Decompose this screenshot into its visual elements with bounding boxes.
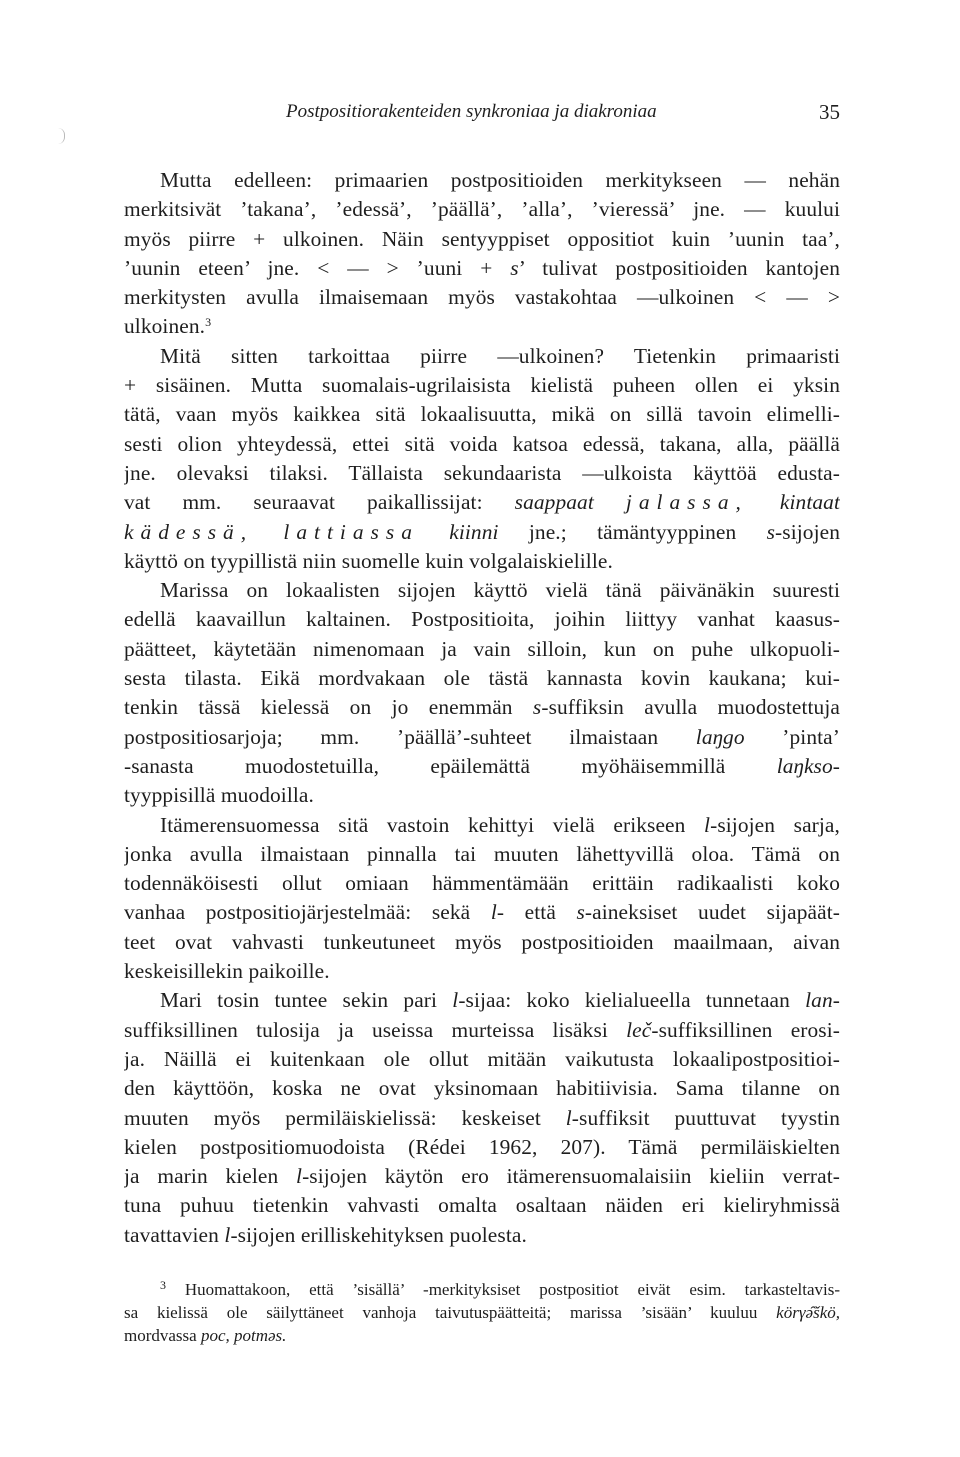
- text-run: Mitä sitten tarkoittaa piirre —ulkoinen? Tietenkin primaaristi: [160, 343, 840, 368]
- text-run: laŋkso-: [776, 753, 840, 778]
- text-run: laŋgo: [695, 724, 745, 749]
- text-line: [124, 576, 840, 605]
- text-run: tätä, vaan myös kaikkea sitä lokaalisuutta, mikä on sillä tavoin elimelli-: [124, 402, 840, 427]
- text-run: vanhaa postpositiojärjestelmää: sekä: [124, 900, 491, 925]
- text-line: [124, 488, 840, 517]
- footnote-line: [124, 1301, 840, 1324]
- text-run: jne. olevaksi tilaksi. Tällaista sekundaarista —ulkoista käyttöä edusta-: [124, 460, 840, 485]
- text-run: edellä kaavaillun kaltainen. Postpositioita, joihin liittyy vanhat kaasus-: [124, 607, 840, 632]
- text-run: jne.; tämäntyyppinen: [498, 519, 767, 544]
- text-run: todennäköisesti ollut omiaan hämmentämään erittäin radikaalisti koko: [124, 871, 840, 896]
- text-run: kielen postpositiomuodoista (Rédei 1962, 207). Tämä permiläiskielten: [124, 1134, 840, 1159]
- text-run: [594, 490, 626, 514]
- text-run: l: [296, 1164, 303, 1189]
- text-run: s: [510, 255, 519, 280]
- footnote: [124, 1278, 840, 1347]
- text-run: l: [565, 1105, 572, 1130]
- text-line: [124, 195, 840, 224]
- text-line: [124, 1016, 840, 1045]
- footnote-line: [124, 1278, 840, 1301]
- text-run: -suffiksit puuttuvat tyystin: [571, 1105, 840, 1130]
- text-run: l: [704, 812, 711, 837]
- text-run: myös piirre + ulkoinen. Näin sentyyppiset oppositiot kuin ’uunin taa’,: [124, 226, 840, 251]
- text-run: kiinni: [449, 519, 499, 544]
- text-run: -sijojen sarja,: [710, 812, 840, 837]
- text-line: [124, 342, 840, 371]
- page-number: 35: [819, 100, 840, 124]
- text-run: saappaat: [514, 490, 594, 515]
- text-run: merkitysten avulla ilmaisemaan myös vastakohtaa —ulkoinen < — >: [124, 285, 840, 310]
- text-run: -aineksiset uudet sijapäät-: [584, 900, 840, 925]
- text-line: [124, 928, 840, 957]
- text-run: -sijojen erilliskehityksen puolesta.: [230, 1222, 527, 1247]
- text-line: [124, 957, 840, 986]
- text-run: sesta tilasta. Eikä mordvakaan ole tästä kannasta kovin kaukana; kui-: [124, 666, 840, 691]
- text-run: ’ tulivat postpositioiden kantojen: [518, 255, 840, 280]
- text-run: lan: [805, 988, 833, 1013]
- text-run: -sanasta muodostetuilla, epäilemättä myöhäisemmillä: [124, 753, 777, 778]
- text-run: suffiksillinen tulosija ja useissa murteissa lisäksi: [124, 1017, 627, 1042]
- footnote-marker: 3: [205, 315, 212, 330]
- text-run: l: [490, 900, 497, 925]
- text-run: sesti olion yhteydessä, ettei sitä voida katsoa edessä, takana, alla, päällä: [124, 431, 840, 456]
- text-run: [748, 490, 780, 514]
- text-line: [124, 254, 840, 283]
- text-run: tavattavien: [124, 1222, 225, 1247]
- text-run: päätteet, käytetään nimenomaan ja vain silloin, kun on puhe ulkopuoli-: [124, 636, 840, 661]
- footnote-line: [124, 1324, 840, 1347]
- text-line: [124, 840, 840, 869]
- text-run: den käyttöön, koska ne ovat yksinomaan habitiivisia. Sama tilanne on: [124, 1076, 840, 1101]
- text-line: [124, 1133, 840, 1162]
- text-line: [124, 547, 840, 576]
- stray-mark: [58, 128, 65, 144]
- text-run: muuten myös permiläiskielissä: keskeiset: [124, 1105, 566, 1130]
- text-run: körγə̑škö,: [776, 1303, 840, 1322]
- text-run: l: [224, 1222, 231, 1247]
- text-run: l: [452, 988, 459, 1013]
- text-run: lattiassa: [283, 519, 419, 544]
- text-line: [124, 635, 840, 664]
- text-line: [124, 225, 840, 254]
- text-run: poc, potməs.: [200, 1326, 287, 1345]
- text-run: keskeisillekin paikoille.: [124, 959, 330, 984]
- text-run: jonka avulla ilmaistaan pinnalla tai muuten lähettyvillä oloa. Tämä on: [124, 841, 840, 866]
- text-run: ja. Näillä ei kuitenkaan ole ollut mitään vaikutusta lokaalipostpositioi-: [124, 1046, 840, 1071]
- text-run: s: [532, 695, 542, 720]
- text-line: [124, 1104, 840, 1133]
- text-line: [124, 459, 840, 488]
- text-line: [124, 781, 840, 810]
- running-head-title: Postpositiorakenteiden synkroniaa ja diakroniaa: [286, 101, 657, 122]
- text-run: kädessä,: [124, 519, 254, 544]
- text-line: [124, 693, 840, 722]
- text-run: Marissa on lokaalisten sijojen käyttö vielä tänä päivänäkin suuresti: [160, 578, 840, 603]
- text-run: + sisäinen. Mutta suomalais-ugrilaisista kielistä puheen ollen ei yksin: [124, 373, 840, 398]
- text-run: tenkin tässä kielessä on jo enemmän: [124, 695, 533, 720]
- text-run: kintaat: [779, 490, 840, 515]
- text-run: [419, 520, 449, 544]
- text-run: vat mm. seuraavat paikallissijat:: [124, 490, 515, 515]
- text-line: [124, 1221, 840, 1250]
- text-run: leč: [626, 1017, 652, 1042]
- text-run: -suffiksillinen erosi-: [651, 1017, 840, 1042]
- text-line: [124, 430, 840, 459]
- text-run: Mutta edelleen: primaarien postpositioiden merkitykseen — nehän: [160, 168, 840, 192]
- text-run: - että: [496, 900, 577, 925]
- text-line: [124, 518, 840, 547]
- text-run: tyyppisillä muodoilla.: [124, 783, 314, 808]
- text-line: [124, 605, 840, 634]
- text-line: [124, 1074, 840, 1103]
- text-line: [124, 664, 840, 693]
- text-line: [124, 1045, 840, 1074]
- text-line: [124, 166, 840, 195]
- text-run: ’pinta’: [744, 724, 840, 749]
- text-line: [124, 1162, 840, 1191]
- text-line: [124, 986, 840, 1015]
- text-run: Mari tosin tuntee sekin pari: [160, 988, 453, 1013]
- text-line: [124, 400, 840, 429]
- text-line: [124, 1191, 840, 1220]
- text-run: [253, 520, 283, 544]
- text-line: [124, 898, 840, 927]
- text-run: s: [766, 519, 776, 544]
- text-run: Huomattakoon, että ’sisällä’ -merkityksiset postpositiot eivät esim. tarkasteltavis-: [166, 1280, 840, 1299]
- text-run: ulkoinen.: [124, 314, 206, 339]
- body-text: [124, 166, 840, 1250]
- text-run: teet ovat vahvasti tunkeutuneet myös postpositioiden maailmaan, aivan: [124, 929, 840, 954]
- text-line: [124, 312, 840, 341]
- text-run: -: [832, 988, 840, 1013]
- text-line: [124, 869, 840, 898]
- text-line: [124, 283, 840, 312]
- text-run: mordvassa: [124, 1326, 201, 1345]
- text-run: -sijaa: koko kielialueella tunnetaan: [458, 988, 806, 1013]
- text-run: Itämerensuomessa sitä vastoin kehittyi vielä erikseen: [160, 812, 705, 837]
- text-line: [124, 723, 840, 752]
- text-run: -suffiksin avulla muodostettuja: [541, 695, 840, 720]
- text-line: [124, 752, 840, 781]
- running-head: [286, 98, 840, 126]
- text-run: -sijojen: [775, 519, 840, 544]
- text-run: käyttö on tyypillistä niin suomelle kuin volgalaiskielille.: [124, 548, 613, 573]
- text-run: tuna puhuu tietenkin vahvasti omalta osaltaan näiden eri kieliryhmissä: [124, 1193, 840, 1218]
- text-run: ’uunin eteen’ jne. < — > ’uuni +: [124, 255, 511, 280]
- text-run: merkitsivät ’takana’, ’edessä’, ’päällä’, ’alla’, ’vieressä’ jne. — kuului: [124, 197, 840, 222]
- text-line: [124, 371, 840, 400]
- text-run: sa kielissä ole säilyttäneet vanhoja taivutuspäätteitä; marissa ’sisään’ kuuluu: [124, 1303, 777, 1322]
- text-run: s: [576, 900, 585, 925]
- text-run: ja marin kielen: [124, 1164, 297, 1189]
- text-run: jalassa,: [625, 490, 748, 515]
- text-run: -sijojen käytön ero itämerensuomalaisiin kieliin verrat-: [302, 1164, 840, 1189]
- text-run: postpositiosarjoja; mm. ’päällä’-suhteet ilmaistaan: [124, 724, 696, 749]
- footnote-marker: 3: [160, 1278, 166, 1292]
- text-line: [124, 811, 840, 840]
